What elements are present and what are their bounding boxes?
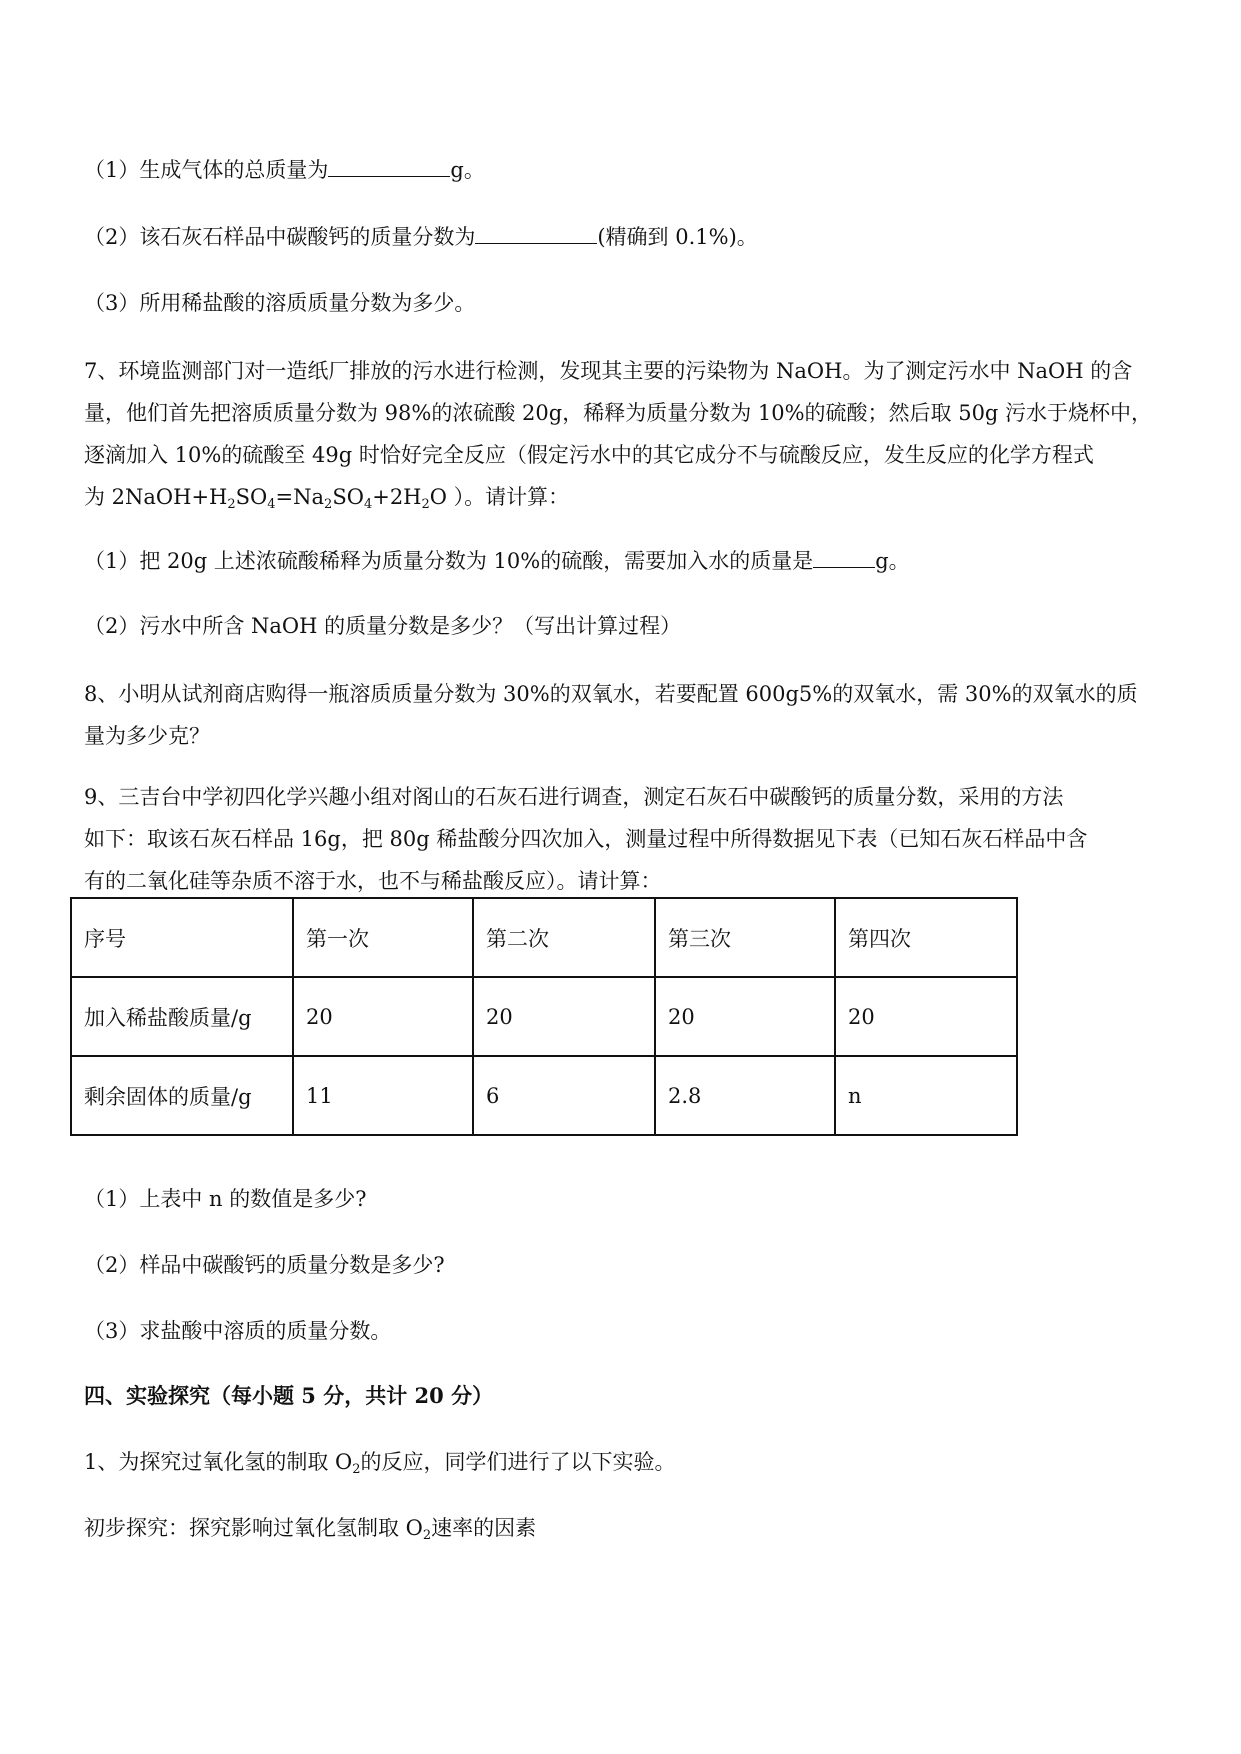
- q9-line-3: 有的二氧化硅等杂质不溶于水，也不与稀盐酸反应）。请计算：: [84, 869, 662, 893]
- q6-sub2: [84, 222, 758, 252]
- q9-line-1: 9、三吉台中学初四化学兴趣小组对阁山的石灰石进行调查，测定石灰石中碳酸钙的质量分数，采用的方法: [84, 785, 1064, 809]
- answer-blank: [475, 225, 597, 244]
- table-cell: 序号: [71, 898, 293, 977]
- answer-blank: [813, 549, 875, 568]
- table-row: [71, 1056, 1017, 1135]
- table-cell: 第四次: [835, 898, 1017, 977]
- q6-sub2-note: (精确到 0.1%)。: [597, 225, 758, 249]
- q7-line-1: 7、环境监测部门对一造纸厂排放的污水进行检测，发现其主要的污染物为 NaOH。为了测定污水中 NaOH 的含: [84, 359, 1133, 383]
- table-cell: 第一次: [293, 898, 473, 977]
- table-cell: 6: [473, 1056, 655, 1135]
- section-heading: 四、实验探究（每小题 5 分，共计 20 分）: [84, 1383, 494, 1408]
- subscript: 2: [422, 1528, 432, 1543]
- eq-subscript: 2: [324, 497, 333, 512]
- table-header-row: [71, 898, 1017, 977]
- table-cell: 第二次: [473, 898, 655, 977]
- s4-q1-text: 的反应，同学们进行了以下实验。: [360, 1450, 676, 1474]
- eq-part: O ）。请计算：: [429, 485, 570, 509]
- q7-sub1-text: （1）把 20g 上述浓硫酸稀释为质量分数为 10%的硫酸，需要加入水的质量是: [84, 549, 814, 573]
- table-cell: 第三次: [655, 898, 835, 977]
- s4-intro: [84, 1513, 536, 1551]
- q9-line-2: 如下：取该石灰石样品 16g，把 80g 稀盐酸分四次加入，测量过程中所得数据见下表（已知石灰石样品中含: [84, 827, 1088, 851]
- q7-sub1-unit: g。: [875, 549, 910, 573]
- table-cell: 加入稀盐酸质量/g: [71, 977, 293, 1056]
- q6-sub3: （3）所用稀盐酸的溶质质量分数为多少。: [84, 291, 476, 315]
- table-cell: 20: [835, 977, 1017, 1056]
- s4-intro-text: 速率的因素: [431, 1516, 537, 1540]
- q6-sub1-unit: g。: [450, 158, 485, 182]
- question-7: [84, 350, 1164, 526]
- q6-sub1: [84, 155, 485, 185]
- q8-line-2: 量为多少克？: [84, 724, 210, 748]
- eq-part: SO: [235, 485, 268, 509]
- eq-part: +2H: [372, 485, 422, 509]
- eq-part: SO: [332, 485, 364, 509]
- table-cell: 11: [293, 1056, 473, 1135]
- q9-sub2: （2）样品中碳酸钙的质量分数是多少?: [84, 1253, 445, 1277]
- eq-subscript: 4: [267, 497, 276, 512]
- q8-line-1: 8、小明从试剂商店购得一瓶溶质质量分数为 30%的双氧水，若要配置 600g5%的双氧水，需 30%的双氧水的质: [84, 682, 1138, 706]
- table-cell: n: [835, 1056, 1017, 1135]
- eq-part: 为 2NaOH+H: [84, 485, 228, 509]
- table-cell: 2.8: [655, 1056, 835, 1135]
- q9-sub3: （3）求盐酸中溶质的质量分数。: [84, 1319, 392, 1343]
- eq-part: =Na: [275, 485, 325, 509]
- q7-line-3: 逐滴加入 10%的硫酸至 49g 时恰好完全反应（假定污水中的其它成分不与硫酸反应，发生反应的化学方程式: [84, 443, 1094, 467]
- q6-sub1-text: （1）生成气体的总质量为: [84, 158, 329, 182]
- eq-subscript: 4: [363, 497, 373, 512]
- eq-subscript: 2: [421, 497, 430, 512]
- q7-line-4-equation: [84, 476, 1164, 526]
- q7-sub2: （2）污水中所含 NaOH 的质量分数是多少？（写出计算过程）: [84, 614, 682, 638]
- q9-sub1: （1）上表中 n 的数值是多少?: [84, 1187, 367, 1211]
- table-cell: 20: [473, 977, 655, 1056]
- q7-line-2: 量，他们首先把溶质质量分数为 98%的浓硫酸 20g，稀释为质量分数为 10%的硫酸；然后取 50g 污水于烧杯中，: [84, 401, 1153, 425]
- q6-sub2-text: （2）该石灰石样品中碳酸钙的质量分数为: [84, 225, 476, 249]
- question-9: [84, 776, 1164, 902]
- table-row: [71, 977, 1017, 1056]
- data-table: [70, 897, 1018, 1136]
- answer-blank: [328, 158, 450, 177]
- eq-subscript: 2: [227, 497, 236, 512]
- subscript: 2: [352, 1462, 361, 1477]
- s4-q1: [84, 1447, 676, 1485]
- table-cell: 剩余固体的质量/g: [71, 1056, 293, 1135]
- table-cell: 20: [293, 977, 473, 1056]
- question-8: [84, 673, 1164, 757]
- table-cell: 20: [655, 977, 835, 1056]
- s4-q1-text: 1、为探究过氧化氢的制取 O: [84, 1450, 353, 1474]
- q7-sub1: [84, 546, 910, 576]
- s4-intro-text: 初步探究：探究影响过氧化氢制取 O: [84, 1516, 423, 1540]
